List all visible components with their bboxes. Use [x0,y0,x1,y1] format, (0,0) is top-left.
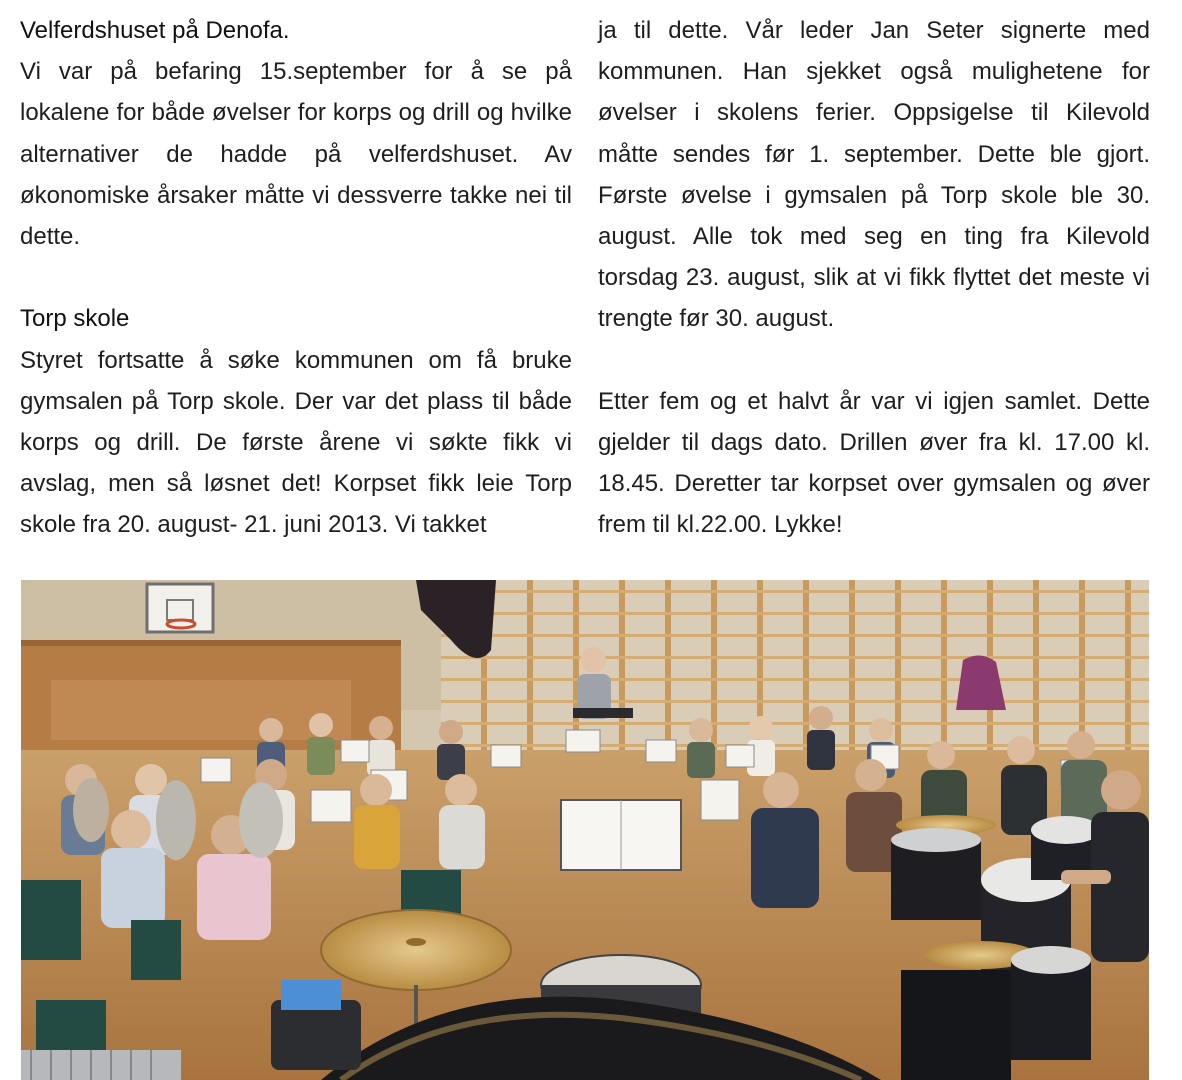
photo-illustration [21,580,1149,1080]
paragraph-continuation: ja til dette. Vår leder Jan Seter signerte med kommunen. Han sjekket også mulighetene for øvelser i skolens ferier. Oppsigelse til Kilevold måtte sendes før 1. september. Dette ble gjort. Første øvelse i gymsalen på Torp skole ble 30. august. Alle tok med seg en ting fra Kilevold torsdag 23. august, slik at vi fikk flyttet det meste vi trengte før 30. august. [598,17,1150,333]
front-cymbal [321,910,511,990]
paragraph-gap [598,340,1150,381]
section-heading-velferdshuset: Velferdshuset på Denofa. [20,17,290,44]
basketball-backboard [147,584,213,632]
conductor-head [580,647,606,673]
left-column [20,10,572,546]
section-heading-torp-skole: Torp skole [20,305,130,333]
paragraph-gap [20,257,572,298]
bag [271,1000,361,1070]
xylophone [21,1050,181,1080]
paragraph-velferdshuset: Vi var på befaring 15.september for å se på lokalene for både øvelser for korps og drill og hvilke alternativer de hadde på velferdshuset. Av økonomiske årsaker måtte vi dessverre takke nei til dette. [20,58,572,251]
blue-folder [281,980,341,1010]
paragraph-torp-skole: Styret fortsatte å søke kommunen om få bruke gymsalen på Torp skole. Der var det plass til både korps og drill. De første årene vi søkte fikk vi avslag, men så løsnet det! Korpset fikk leie Torp skole fra 20. august- 21. juni 2013. Vi takket [20,346,572,539]
right-column [598,10,1150,546]
paragraph-samlet: Etter fem og et halvt år var vi igjen samlet. Dette gjelder til dags dato. Drillen øver fra kl. 17.00 kl. 18.45. Deretter tar korpset over gymsalen og øver frem til kl.22.00. Lykke! [598,387,1150,539]
band-rehearsal-photo [21,580,1149,1080]
